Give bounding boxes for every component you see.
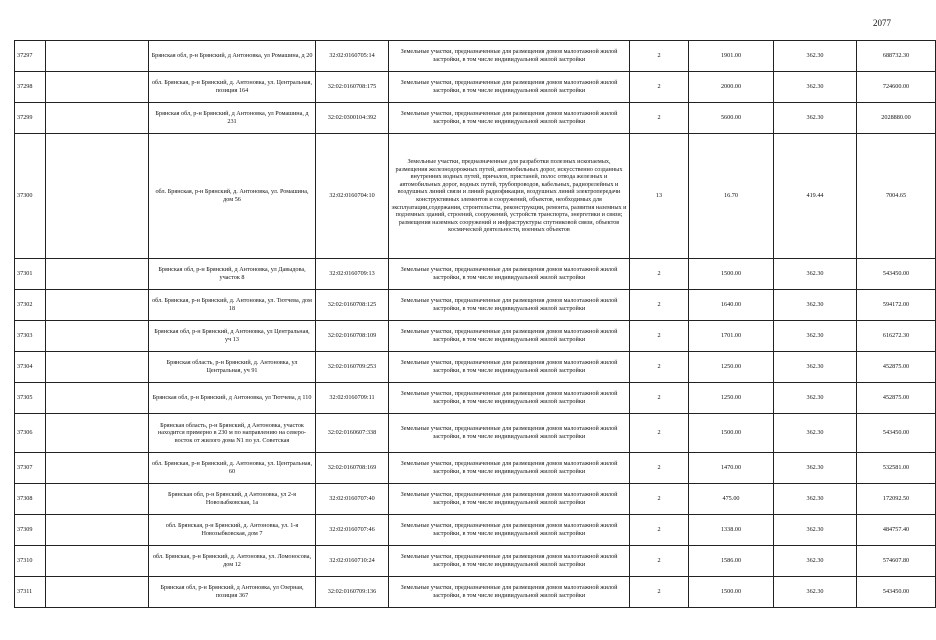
blank-cell (46, 453, 149, 484)
address-cell: Брянская область, р-н Брянский, д Антоновка, участок находится примерно в 230 м по направлению на северо-восток от жилого дома N1 по ул. Советская (149, 414, 316, 453)
address-cell: обл. Брянская, р-н Брянский, д. Антоновка, ул. 1-я Новозыбковская, дом 7 (149, 515, 316, 546)
cadastral-value-cell: 543450.00 (857, 414, 936, 453)
address-cell: Брянская обл, р-н Брянский, д Антоновка, ул Давыдова, участок 8 (149, 259, 316, 290)
parcel-id-cell: 37304 (15, 352, 46, 383)
cadastral-number-cell: 32:02:0160708:109 (316, 321, 389, 352)
cadastral-number-cell: 32:02:0160707:40 (316, 484, 389, 515)
table-row (15, 103, 936, 134)
cadastral-number-cell: 32:02:0160709:13 (316, 259, 389, 290)
blank-cell (46, 259, 149, 290)
rate-cell: 362.30 (774, 414, 857, 453)
land-use-cell: Земельные участки, предназначенные для размещения домов малоэтажной жилой застройки, в том числе индивидуальной жилой застройки (389, 103, 630, 134)
parcel-id-cell: 37298 (15, 72, 46, 103)
rate-cell: 362.30 (774, 41, 857, 72)
rate-cell: 362.30 (774, 577, 857, 608)
parcel-id-cell: 37299 (15, 103, 46, 134)
area-cell: 1250.00 (689, 383, 774, 414)
land-use-cell: Земельные участки, предназначенные для размещения домов малоэтажной жилой застройки, в том числе индивидуальной жилой застройки (389, 577, 630, 608)
use-class-cell: 2 (630, 577, 689, 608)
rate-cell: 362.30 (774, 515, 857, 546)
registry-body (15, 41, 936, 608)
table-row (15, 577, 936, 608)
cadastral-number-cell: 32:02:0160709:253 (316, 352, 389, 383)
table-row (15, 515, 936, 546)
land-use-cell: Земельные участки, предназначенные для размещения домов малоэтажной жилой застройки, в том числе индивидуальной жилой застройки (389, 72, 630, 103)
use-class-cell: 13 (630, 134, 689, 259)
table-row (15, 72, 936, 103)
cadastral-number-cell: 32:02:0160708:169 (316, 453, 389, 484)
land-use-cell: Земельные участки, предназначенные для размещения домов малоэтажной жилой застройки, в том числе индивидуальной жилой застройки (389, 546, 630, 577)
parcel-id-cell: 37309 (15, 515, 46, 546)
area-cell: 1470.00 (689, 453, 774, 484)
cadastral-number-cell: 32:02:0160708:175 (316, 72, 389, 103)
blank-cell (46, 321, 149, 352)
land-registry-table (14, 40, 936, 608)
parcel-id-cell: 37308 (15, 484, 46, 515)
cadastral-value-cell: 484757.40 (857, 515, 936, 546)
land-use-cell: Земельные участки, предназначенные для размещения домов малоэтажной жилой застройки, в том числе индивидуальной жилой застройки (389, 41, 630, 72)
blank-cell (46, 515, 149, 546)
table-row (15, 414, 936, 453)
cadastral-number-cell: 32:02:0160704:10 (316, 134, 389, 259)
use-class-cell: 2 (630, 290, 689, 321)
cadastral-value-cell: 594172.00 (857, 290, 936, 321)
parcel-id-cell: 37310 (15, 546, 46, 577)
cadastral-value-cell: 7004.65 (857, 134, 936, 259)
rate-cell: 362.30 (774, 352, 857, 383)
cadastral-number-cell: 32:02:0160709:11 (316, 383, 389, 414)
area-cell: 1250.00 (689, 352, 774, 383)
rate-cell: 362.30 (774, 546, 857, 577)
rate-cell: 362.30 (774, 259, 857, 290)
land-use-cell: Земельные участки, предназначенные для размещения домов малоэтажной жилой застройки, в том числе индивидуальной жилой застройки (389, 290, 630, 321)
parcel-id-cell: 37297 (15, 41, 46, 72)
cadastral-value-cell: 724600.00 (857, 72, 936, 103)
use-class-cell: 2 (630, 72, 689, 103)
land-use-cell: Земельные участки, предназначенные для размещения домов малоэтажной жилой застройки, в том числе индивидуальной жилой застройки (389, 484, 630, 515)
address-cell: обл. Брянская, р-н Брянский, д. Антоновка, ул. Центральная, 60 (149, 453, 316, 484)
table-row (15, 134, 936, 259)
rate-cell: 362.30 (774, 484, 857, 515)
blank-cell (46, 290, 149, 321)
rate-cell: 362.30 (774, 321, 857, 352)
address-cell: Брянская обл, р-н Брянский, д Антоновка, ул Тютчева, д 110 (149, 383, 316, 414)
area-cell: 1701.00 (689, 321, 774, 352)
cadastral-value-cell: 172092.50 (857, 484, 936, 515)
parcel-id-cell: 37300 (15, 134, 46, 259)
area-cell: 475.00 (689, 484, 774, 515)
area-cell: 1500.00 (689, 259, 774, 290)
blank-cell (46, 41, 149, 72)
address-cell: Брянская обл, р-н Брянский, д Антоновка, ул Ромашина, д 231 (149, 103, 316, 134)
area-cell: 1338.00 (689, 515, 774, 546)
cadastral-value-cell: 543450.00 (857, 577, 936, 608)
area-cell: 1640.00 (689, 290, 774, 321)
parcel-id-cell: 37303 (15, 321, 46, 352)
cadastral-value-cell: 452875.00 (857, 383, 936, 414)
table-row (15, 484, 936, 515)
land-use-cell: Земельные участки, предназначенные для размещения домов малоэтажной жилой застройки, в том числе индивидуальной жилой застройки (389, 414, 630, 453)
address-cell: обл. Брянская, р-н Брянский, д. Антоновка, ул. Центральная, позиция 164 (149, 72, 316, 103)
land-use-cell: Земельные участки, предназначенные для размещения домов малоэтажной жилой застройки, в том числе индивидуальной жилой застройки (389, 352, 630, 383)
land-use-cell: Земельные участки, предназначенные для размещения домов малоэтажной жилой застройки, в том числе индивидуальной жилой застройки (389, 515, 630, 546)
table-row (15, 352, 936, 383)
cadastral-number-cell: 32:02:0160607:338 (316, 414, 389, 453)
blank-cell (46, 103, 149, 134)
area-cell: 1901.00 (689, 41, 774, 72)
cadastral-number-cell: 32:02:0160707:46 (316, 515, 389, 546)
cadastral-value-cell: 616272.30 (857, 321, 936, 352)
parcel-id-cell: 37302 (15, 290, 46, 321)
land-use-cell: Земельные участки, предназначенные для размещения домов малоэтажной жилой застройки, в том числе индивидуальной жилой застройки (389, 453, 630, 484)
use-class-cell: 2 (630, 515, 689, 546)
area-cell: 1586.00 (689, 546, 774, 577)
area-cell: 16.70 (689, 134, 774, 259)
address-cell: Брянская обл, р-н Брянский, д Антоновка, ул Центральная, уч 13 (149, 321, 316, 352)
use-class-cell: 2 (630, 484, 689, 515)
use-class-cell: 2 (630, 321, 689, 352)
cadastral-value-cell: 452875.00 (857, 352, 936, 383)
area-cell: 1500.00 (689, 577, 774, 608)
table-row (15, 290, 936, 321)
table-row (15, 259, 936, 290)
page-number: 2077 (873, 18, 891, 28)
table-row (15, 453, 936, 484)
cadastral-value-cell: 574607.80 (857, 546, 936, 577)
rate-cell: 362.30 (774, 453, 857, 484)
cadastral-value-cell: 2028880.00 (857, 103, 936, 134)
use-class-cell: 2 (630, 546, 689, 577)
rate-cell: 362.30 (774, 383, 857, 414)
cadastral-number-cell: 32:02:0160710:24 (316, 546, 389, 577)
rate-cell: 419.44 (774, 134, 857, 259)
cadastral-number-cell: 32:02:0160705:14 (316, 41, 389, 72)
area-cell: 2000.00 (689, 72, 774, 103)
blank-cell (46, 484, 149, 515)
blank-cell (46, 383, 149, 414)
use-class-cell: 2 (630, 453, 689, 484)
blank-cell (46, 577, 149, 608)
address-cell: обл. Брянская, р-н Брянский, д. Антоновка, ул. Тютчева, дом 18 (149, 290, 316, 321)
table-row (15, 321, 936, 352)
address-cell: Брянская обл, р-н Брянский, д Антоновка, ул Озерная, позиция 367 (149, 577, 316, 608)
parcel-id-cell: 37306 (15, 414, 46, 453)
blank-cell (46, 134, 149, 259)
cadastral-value-cell: 688732.30 (857, 41, 936, 72)
use-class-cell: 2 (630, 414, 689, 453)
land-use-cell: Земельные участки, предназначенные для размещения домов малоэтажной жилой застройки, в том числе индивидуальной жилой застройки (389, 259, 630, 290)
table-row (15, 546, 936, 577)
cadastral-number-cell: 32:02:0160709:136 (316, 577, 389, 608)
blank-cell (46, 72, 149, 103)
address-cell: обл. Брянская, р-н Брянский, д. Антоновка, ул. Ромашина, дом 56 (149, 134, 316, 259)
address-cell: Брянская обл, р-н Брянский, д Антоновка, ул 2-я Новозыбковская, 1а (149, 484, 316, 515)
cadastral-value-cell: 543450.00 (857, 259, 936, 290)
address-cell: Брянская обл, р-н Брянский, д Антоновка, ул Ромашина, д 20 (149, 41, 316, 72)
table-row (15, 41, 936, 72)
blank-cell (46, 352, 149, 383)
land-use-cell: Земельные участки, предназначенные для размещения домов малоэтажной жилой застройки, в том числе индивидуальной жилой застройки (389, 383, 630, 414)
land-use-cell: Земельные участки, предназначенные для разработки полезных ископаемых, размещения железнодорожных путей, автомобильных дорог, искусственно созданных внутренних водных путей, причалов, пристаней, полос отвода железных и автомобильных дорог, водных путей, трубопроводов, кабельных, радиорелейных и воздушных линий связи и линий радиофикации, воздушных линий электропередачи конструктивных элементов и сооружений, объектов, необходимых для эксплуатации,содержания, строительства, реконструкции, ремонта, развития наземных и подземных зданий, строений, сооружений, устройств транспорта, энергетики и связи; размещения наземных сооружений и инфраструктуры спутниковой связи, объектов космической деятельности, военных объектов (389, 134, 630, 259)
blank-cell (46, 546, 149, 577)
parcel-id-cell: 37307 (15, 453, 46, 484)
cadastral-number-cell: 32:02:0160708:125 (316, 290, 389, 321)
parcel-id-cell: 37311 (15, 577, 46, 608)
blank-cell (46, 414, 149, 453)
address-cell: обл. Брянская, р-н Брянский, д. Антоновка, ул. Ломоносова, дом 12 (149, 546, 316, 577)
use-class-cell: 2 (630, 103, 689, 134)
area-cell: 5600.00 (689, 103, 774, 134)
parcel-id-cell: 37305 (15, 383, 46, 414)
use-class-cell: 2 (630, 352, 689, 383)
parcel-id-cell: 37301 (15, 259, 46, 290)
table-row (15, 383, 936, 414)
cadastral-value-cell: 532581.00 (857, 453, 936, 484)
area-cell: 1500.00 (689, 414, 774, 453)
use-class-cell: 2 (630, 383, 689, 414)
cadastral-number-cell: 32:02:0300104:392 (316, 103, 389, 134)
rate-cell: 362.30 (774, 290, 857, 321)
use-class-cell: 2 (630, 259, 689, 290)
rate-cell: 362.30 (774, 103, 857, 134)
rate-cell: 362.30 (774, 72, 857, 103)
land-use-cell: Земельные участки, предназначенные для размещения домов малоэтажной жилой застройки, в том числе индивидуальной жилой застройки (389, 321, 630, 352)
use-class-cell: 2 (630, 41, 689, 72)
address-cell: Брянская область, р-н Брянский, д. Антоновка, ул Центральная, уч 91 (149, 352, 316, 383)
